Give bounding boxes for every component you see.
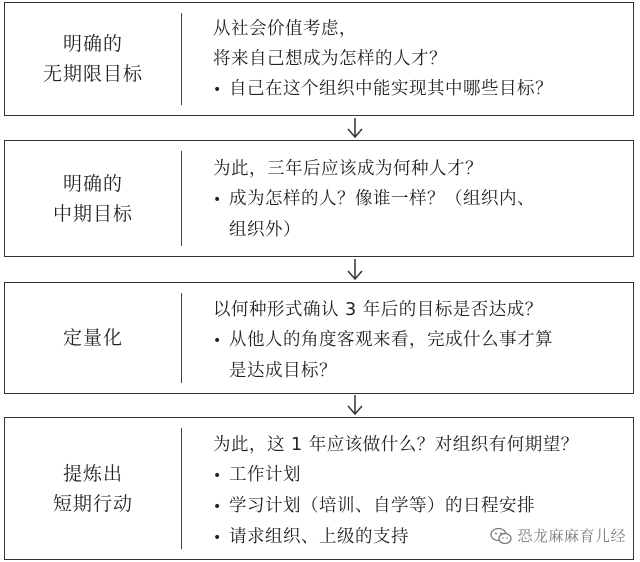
step-label-line: 短期行动 (52, 492, 133, 515)
step-divider (181, 293, 182, 383)
bullet-item (213, 325, 625, 356)
step-box-1 (4, 2, 634, 116)
bullet-text: 请求组织、上级的支持 (229, 527, 409, 547)
content-line: 组织外） (229, 220, 301, 240)
bullet-icon: • (213, 530, 222, 546)
bullet-text: 自己在这个组织中能实现其中哪些目标？ (229, 79, 553, 99)
bullet-item (213, 74, 625, 105)
bullet-text: 学习计划（培训、自学等）的日程安排 (229, 496, 535, 516)
step-divider (181, 428, 182, 549)
step-divider (181, 13, 182, 105)
step-label-4 (5, 418, 181, 559)
content-line: 为此，三年后应该成为何种人才？ (213, 159, 483, 179)
step-label-line: 明确的 (62, 33, 123, 55)
down-arrow-icon (343, 257, 367, 282)
step-label-line: 明确的 (62, 172, 123, 195)
content-line: 将来自己想成为怎样的人才？ (213, 49, 447, 69)
watermark (490, 525, 626, 546)
bullet-icon: • (213, 333, 222, 349)
bullet-icon: • (213, 499, 222, 515)
bullet-icon: • (213, 192, 222, 208)
down-arrow-icon (343, 394, 367, 417)
bullet-text: 工作计划 (229, 465, 301, 485)
step-label-3 (5, 283, 181, 393)
bullet-item (213, 460, 625, 491)
step-label-line: 中期目标 (52, 202, 133, 225)
bullet-item (213, 184, 625, 215)
down-arrow-icon (343, 116, 367, 140)
step-content-2 (213, 154, 625, 245)
step-label-line: 无期限目标 (42, 63, 143, 85)
content-line: 从社会价值考虑， (213, 19, 357, 39)
content-line: 是达成目标？ (229, 361, 337, 381)
step-content-3 (213, 295, 625, 386)
wechat-icon (490, 527, 512, 545)
step-divider (181, 151, 182, 246)
step-label-2 (5, 141, 181, 256)
watermark-text: 恐龙麻麻育儿经 (517, 527, 626, 545)
step-box-2 (4, 140, 634, 257)
content-line: 为此，这 1 年应该做什么？对组织有何期望？ (213, 435, 579, 455)
bullet-text: 从他人的角度客观来看，完成什么事才算 (229, 330, 553, 350)
bullet-icon: • (213, 468, 222, 484)
step-label-1 (5, 3, 181, 115)
step-content-1 (213, 14, 625, 105)
content-line: 以何种形式确认 3 年后的目标是否达成？ (213, 300, 543, 320)
bullet-icon: • (213, 82, 222, 98)
bullet-item (213, 491, 625, 522)
step-label-line: 定量化 (62, 327, 123, 349)
bullet-text: 成为怎样的人？像谁一样？（组织内、 (229, 189, 535, 209)
step-box-3 (4, 282, 634, 394)
step-label-line: 提炼出 (62, 462, 123, 485)
